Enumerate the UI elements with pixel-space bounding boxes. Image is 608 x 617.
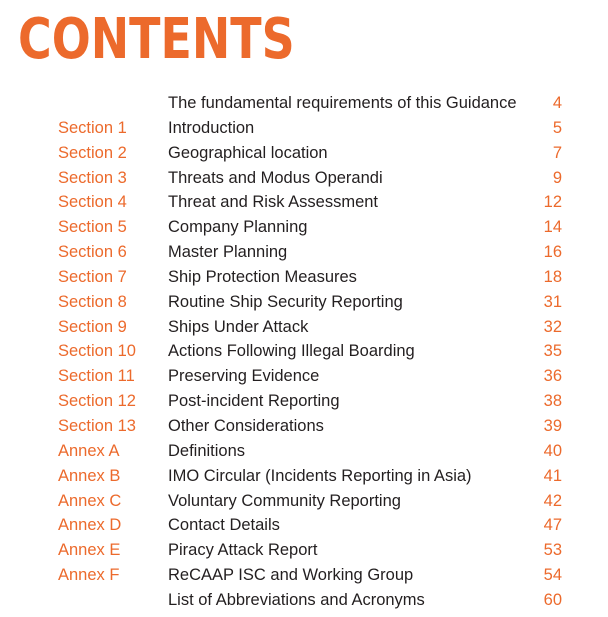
- toc-entry[interactable]: [0, 588, 608, 613]
- toc-entry-title: Post-incident Reporting: [168, 392, 340, 411]
- toc-entry-page: 4: [552, 94, 562, 112]
- toc-entry-title: Contact Details: [168, 516, 280, 535]
- toc-entry[interactable]: [0, 290, 608, 315]
- toc-entry-title: Company Planning: [168, 218, 308, 237]
- toc-entry-page: 14: [543, 218, 562, 237]
- toc-entry[interactable]: [0, 91, 608, 116]
- toc-entry-label: Section 7: [58, 267, 127, 286]
- toc-entry-label: Section 1: [58, 118, 127, 137]
- toc-entry-page: 42: [543, 491, 562, 510]
- toc-entry-label: Section 6: [58, 243, 127, 262]
- toc-entry-label: Section 10: [58, 342, 136, 361]
- toc-entry-page: 7: [552, 143, 562, 162]
- toc-entry-title: Piracy Attack Report: [168, 541, 318, 560]
- toc-entry-page: 35: [543, 342, 562, 361]
- toc-entry[interactable]: [0, 414, 608, 439]
- toc-entry-page: 47: [543, 516, 562, 535]
- toc-entry[interactable]: [0, 464, 608, 489]
- toc-entry[interactable]: [0, 240, 608, 265]
- toc-entry-label: Annex E: [58, 541, 121, 560]
- toc-entry[interactable]: [0, 116, 608, 141]
- toc-entry-label: Annex F: [58, 566, 120, 585]
- toc-entry-label: Annex B: [58, 466, 121, 485]
- toc-entry-page: 41: [543, 466, 562, 485]
- toc-entry[interactable]: [0, 265, 608, 290]
- toc-entry-page: 36: [543, 367, 562, 386]
- toc-entry[interactable]: [0, 315, 608, 340]
- toc-entry-title: Ship Protection Measures: [168, 267, 357, 286]
- toc-entry-title: Threats and Modus Operandi: [168, 168, 383, 187]
- toc-entry-title: Geographical location: [168, 143, 328, 162]
- toc-entry-page: 18: [543, 267, 562, 286]
- toc-entry-label: Section 8: [58, 292, 127, 311]
- toc-entry-title: Master Planning: [168, 243, 288, 262]
- toc-entry-title: ReCAAP ISC and Working Group: [168, 566, 414, 585]
- toc-entry[interactable]: [0, 489, 608, 514]
- toc-entry[interactable]: [0, 389, 608, 414]
- toc-entry-title: Routine Ship Security Reporting: [168, 292, 403, 311]
- toc-entry[interactable]: [0, 141, 608, 166]
- toc-entry-label: Annex A: [58, 441, 120, 460]
- toc-entry[interactable]: [0, 439, 608, 464]
- toc-entry-page: 60: [543, 590, 562, 609]
- toc-entry-label: Annex D: [58, 516, 122, 535]
- toc-entry-page: 16: [543, 243, 562, 262]
- toc-entry-page: 38: [543, 392, 562, 411]
- toc-entry[interactable]: [0, 563, 608, 588]
- toc-entry-label: Section 2: [58, 143, 127, 162]
- toc-entry-page: 39: [543, 416, 562, 435]
- table-of-contents: [0, 91, 608, 613]
- toc-entry[interactable]: [0, 364, 608, 389]
- toc-entry-label: Section 13: [58, 416, 136, 435]
- toc-entry-page: 9: [552, 168, 562, 187]
- toc-entry-page: 53: [543, 541, 562, 560]
- toc-entry-title: List of Abbreviations and Acronyms: [168, 590, 425, 609]
- page-title: CONTENTS: [18, 7, 295, 72]
- toc-entry-page: 12: [543, 193, 562, 212]
- toc-entry[interactable]: [0, 190, 608, 215]
- toc-entry[interactable]: [0, 513, 608, 538]
- toc-entry-title: The fundamental requirements of this Guidance: [168, 94, 517, 112]
- toc-entry-title: Introduction: [168, 118, 255, 137]
- toc-entry-title: Preserving Evidence: [168, 367, 320, 386]
- toc-entry-label: Section 5: [58, 218, 127, 237]
- toc-entry-label: Section 11: [58, 367, 135, 386]
- toc-entry[interactable]: [0, 215, 608, 240]
- toc-entry-label: Section 3: [58, 168, 127, 187]
- toc-entry-page: 32: [543, 317, 562, 336]
- toc-entry-page: 40: [543, 441, 562, 460]
- toc-entry-page: 54: [543, 566, 562, 585]
- toc-entry-title: IMO Circular (Incidents Reporting in Asia): [168, 466, 472, 485]
- toc-entry-page: 31: [543, 292, 562, 311]
- toc-entry[interactable]: [0, 339, 608, 364]
- toc-entry-label: Section 9: [58, 317, 127, 336]
- toc-entry-title: Actions Following Illegal Boarding: [168, 342, 415, 361]
- toc-entry-title: Other Considerations: [168, 416, 324, 435]
- toc-entry-title: Threat and Risk Assessment: [168, 193, 379, 212]
- toc-entry-title: Ships Under Attack: [168, 317, 309, 336]
- toc-entry-label: Annex C: [58, 491, 122, 510]
- toc-entry-label: Section 12: [58, 392, 136, 411]
- toc-entry[interactable]: [0, 166, 608, 191]
- toc-entry-label: Section 4: [58, 193, 127, 212]
- toc-entry-title: Voluntary Community Reporting: [168, 491, 401, 510]
- toc-entry-page: 5: [552, 118, 562, 137]
- toc-entry[interactable]: [0, 538, 608, 563]
- toc-entry-title: Definitions: [168, 441, 246, 460]
